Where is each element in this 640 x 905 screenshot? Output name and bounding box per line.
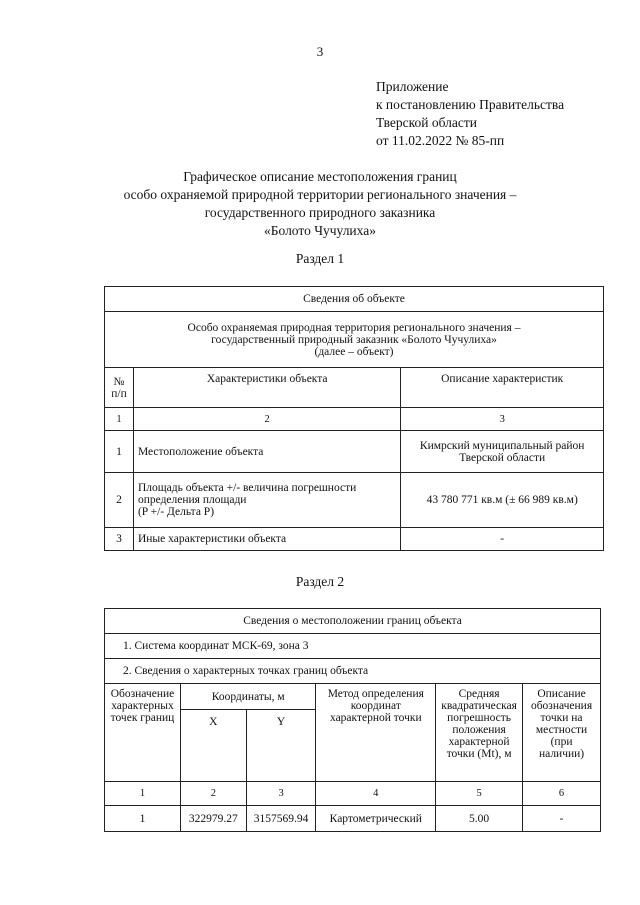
row-characteristic bbox=[133, 473, 400, 528]
index-cell: 6 bbox=[523, 782, 601, 806]
point-x: 322979.27 bbox=[180, 806, 246, 832]
appendix-line-1: Приложение bbox=[376, 79, 449, 94]
area-line-1: Площадь объекта +/- величина погрешности bbox=[137, 482, 357, 494]
index-cell: 4 bbox=[316, 782, 436, 806]
title-line-4: «Болото Чучулиха» bbox=[264, 223, 376, 238]
object-info-table bbox=[104, 286, 604, 551]
table-row bbox=[105, 806, 601, 832]
index-cell: 2 bbox=[180, 782, 246, 806]
header-characteristic: Характеристики объекта bbox=[133, 368, 400, 408]
point-description: - bbox=[523, 806, 601, 832]
header-point-description: Описание обозначения точки на местности (при наличии) bbox=[523, 684, 601, 782]
document-title bbox=[0, 168, 640, 240]
boundary-points-table bbox=[104, 608, 601, 832]
location-line-1: Кимрский муниципальный район bbox=[419, 439, 585, 452]
section-1-heading: Раздел 1 bbox=[295, 251, 345, 266]
coordinate-system: 1. Система координат МСК-69, зона 3 bbox=[105, 634, 601, 659]
header-y: Y bbox=[246, 710, 316, 782]
index-cell: 5 bbox=[436, 782, 523, 806]
point-y: 3157569.94 bbox=[246, 806, 316, 832]
title-line-3: государственного природного заказника bbox=[204, 205, 436, 220]
index-cell: 3 bbox=[246, 782, 316, 806]
appendix-line-2: к постановлению Правительства bbox=[376, 97, 565, 112]
table-title: Сведения о местоположении границ объекта bbox=[105, 609, 601, 634]
header-method: Метод определения координат характерной точки bbox=[316, 684, 436, 782]
table-row bbox=[105, 528, 604, 551]
section-2-heading: Раздел 2 bbox=[295, 574, 345, 589]
appendix-block bbox=[376, 78, 564, 150]
row-characteristic: Местоположение объекта bbox=[133, 431, 400, 473]
row-num: 3 bbox=[105, 528, 134, 551]
object-line-2: государственный природный заказник «Болото Чучулиха» bbox=[211, 333, 497, 346]
location-line-2: Тверской области bbox=[459, 451, 546, 464]
row-description bbox=[401, 431, 604, 473]
page-number: 3 bbox=[316, 44, 324, 59]
header-error: Средняя квадратическая погрешность положения характерной точки (Mt), м bbox=[436, 684, 523, 782]
appendix-line-3: Тверской области bbox=[376, 115, 477, 130]
point-method: Картометрический bbox=[316, 806, 436, 832]
object-line-1: Особо охраняемая природная территория регионального значения – bbox=[187, 321, 521, 334]
index-cell: 1 bbox=[105, 408, 134, 431]
object-description bbox=[105, 312, 604, 368]
header-num: № п/п bbox=[105, 368, 134, 408]
table-row bbox=[105, 473, 604, 528]
row-description: - bbox=[401, 528, 604, 551]
index-cell: 2 bbox=[133, 408, 400, 431]
object-line-3: (далее – объект) bbox=[314, 345, 394, 358]
table-title: Сведения об объекте bbox=[105, 287, 604, 312]
title-line-1: Графическое описание местоположения границ bbox=[183, 169, 457, 184]
row-num: 2 bbox=[105, 473, 134, 528]
index-cell: 1 bbox=[105, 782, 181, 806]
row-characteristic: Иные характеристики объекта bbox=[133, 528, 400, 551]
header-coordinates: Координаты, м bbox=[180, 684, 316, 710]
index-cell: 3 bbox=[401, 408, 604, 431]
row-description: 43 780 771 кв.м (± 66 989 кв.м) bbox=[401, 473, 604, 528]
header-x: X bbox=[180, 710, 246, 782]
area-line-3: (P +/- Дельта P) bbox=[137, 506, 215, 518]
appendix-line-4: от 11.02.2022 № 85-пп bbox=[376, 133, 505, 148]
point-error: 5.00 bbox=[436, 806, 523, 832]
title-line-2: особо охраняемой природной территории регионального значения – bbox=[123, 187, 517, 202]
row-num: 1 bbox=[105, 431, 134, 473]
points-section-title: 2. Сведения о характерных точках границ объекта bbox=[105, 659, 601, 684]
area-line-2: определения площади bbox=[137, 494, 247, 506]
table-row bbox=[105, 431, 604, 473]
point-id: 1 bbox=[105, 806, 181, 832]
header-designation: Обозначение характерных точек границ bbox=[105, 684, 181, 782]
header-description: Описание характеристик bbox=[401, 368, 604, 408]
